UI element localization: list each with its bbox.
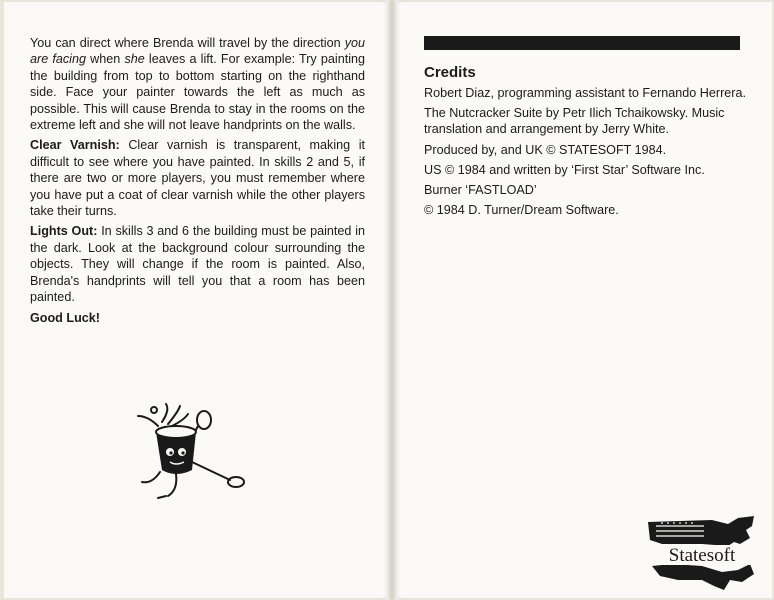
paint-pot-mascot-icon: [132, 402, 252, 507]
left-page: [4, 2, 390, 598]
facing-paragraph: You can direct where Brenda will travel by the direction you are facing when she leaves a lift. For example: Try painting the building from top to bottom starting on the righthand side. Face your painter towards the left as much as possible. This will cause Brenda to stay in the rooms on the extreme left and she will not leave handprints on the walls.: [30, 36, 366, 133]
lights-out-heading: Lights Out:: [30, 224, 98, 239]
header-bar: [424, 36, 740, 50]
clear-varnish-heading: Clear Varnish:: [30, 138, 120, 153]
credits-list: [424, 85, 756, 222]
statesoft-logo-text: Statesoft: [668, 545, 736, 566]
credit-line: Produced by, and UK © STATESOFT 1984.: [424, 142, 667, 157]
credit-line: Burner ‘FASTLOAD’: [424, 183, 537, 198]
lights-out-paragraph: Lights Out: In skills 3 and 6 the building must be painted in the dark. Look at the background colour surrounding the objects. They will change if the room is painted. Also, Brenda's handprints will tell you that a room has been painted.: [30, 224, 365, 305]
credit-line: The Nutcracker Suite by Petr Ilich Tchaikowsky. Music translation and arrangement by Jerry White.: [424, 106, 725, 137]
credit-line: US © 1984 and written by ‘First Star’ Software Inc.: [424, 162, 705, 177]
statesoft-logo: [642, 514, 762, 594]
clear-varnish-paragraph: Clear Varnish: Clear varnish is transparent, making it difficult to see where you have painted. In skills 2 and 5, if there are two or more players, you must remember where you have put a coat of clear varnish while the other players take their turns.: [30, 138, 365, 219]
credit-line: Robert Diaz, programming assistant to Fernando Herrera.: [424, 86, 746, 100]
right-page: [394, 2, 772, 598]
credit-line: © 1984 D. Turner/Dream Software.: [424, 203, 619, 218]
good-luck-text: Good Luck!: [30, 310, 100, 325]
credits-heading: Credits: [424, 64, 476, 81]
instructions-text: [30, 35, 365, 330]
